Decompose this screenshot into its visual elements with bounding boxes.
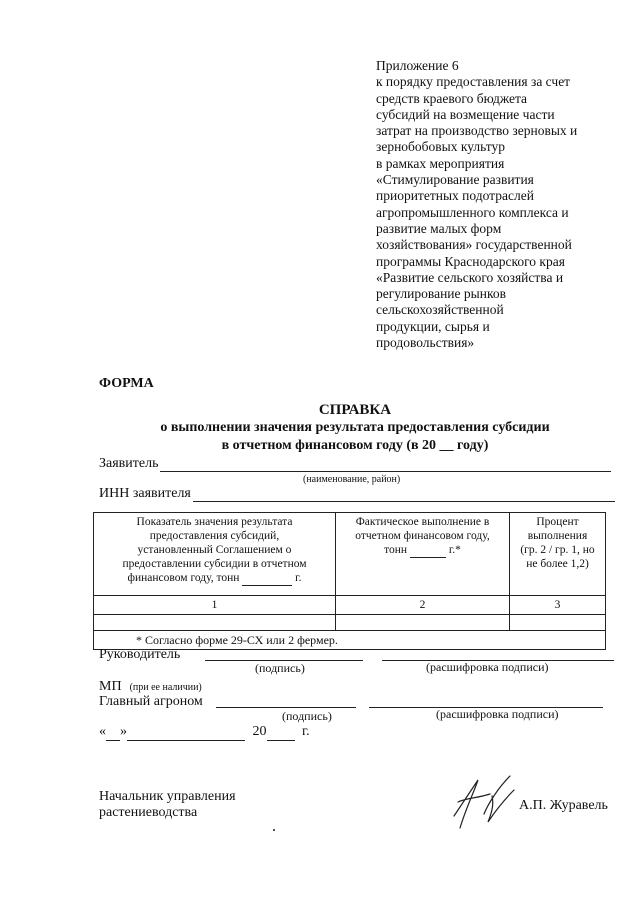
appendix-line: затрат на производство зерновых и <box>376 123 578 139</box>
appendix-line: Приложение 6 <box>376 58 459 73</box>
footer-position-2: растениеводства <box>99 805 198 820</box>
col1-line: Показатель значения результата <box>136 516 293 528</box>
agronomist-decode-hint: (расшифровка подписи) <box>436 707 559 721</box>
col1-line: установленный Соглашением о <box>137 544 292 556</box>
stamp-hint: (при ее наличии) <box>129 682 202 693</box>
appendix-line: «Развитие сельского хозяйства и <box>376 269 564 285</box>
date-quote-open: « <box>99 724 106 739</box>
table-data-row <box>94 615 606 631</box>
scan-dot <box>273 829 275 831</box>
col1-number: 1 <box>94 596 336 615</box>
col2-line: отчетном финансовом году, <box>355 530 490 542</box>
year-prefix: 20 <box>252 724 267 739</box>
col3-line: Процент <box>536 516 579 528</box>
col3-value <box>510 615 606 631</box>
applicant-line <box>160 457 611 472</box>
appendix-line: продовольствия» <box>376 335 475 351</box>
col1-header <box>94 513 336 596</box>
col3-header <box>510 513 606 596</box>
document-title: СПРАВКА <box>318 402 392 418</box>
col2-line <box>339 543 506 558</box>
agronomist-label: Главный агроном <box>99 694 203 709</box>
col2-number: 2 <box>336 596 510 615</box>
col2-text: тонн <box>384 544 408 556</box>
document-subtitle-2: в отчетном финансовом году (в 20 __ году) <box>221 438 489 453</box>
agronomist-sign-line <box>216 707 356 708</box>
col1-value <box>94 615 336 631</box>
appendix-note <box>376 58 616 351</box>
col3-line: выполнения <box>527 530 588 542</box>
col1-line: предоставления субсидий, <box>149 530 280 542</box>
date-quote-close: » <box>120 724 127 739</box>
col2-header <box>336 513 510 596</box>
head-label: Руководитель <box>99 647 181 662</box>
applicant-hint: (наименование, район) <box>303 474 401 485</box>
col2-value <box>336 615 510 631</box>
stamp-row <box>99 677 202 695</box>
appendix-line: регулирование рынков <box>376 286 506 302</box>
day-blank <box>106 724 120 741</box>
appendix-line: сельскохозяйственной <box>376 302 504 318</box>
stamp-label: МП <box>99 679 122 694</box>
col1-blank <box>242 571 292 586</box>
col2-blank <box>410 543 446 558</box>
applicant-field <box>99 456 611 472</box>
col1-line <box>97 571 332 586</box>
month-blank <box>127 724 245 741</box>
col1-text: финансовом году, тонн <box>127 572 240 584</box>
document-subtitle-1: о выполнении значения результата предоставления субсидии <box>160 420 550 435</box>
appendix-line: средств краевого бюджета <box>376 90 528 106</box>
appendix-line: развитие малых форм <box>376 220 502 236</box>
appendix-line: хозяйствования» государственной <box>376 237 572 253</box>
footer-position-1: Начальник управления <box>99 789 236 804</box>
appendix-line: в рамках мероприятия <box>376 155 505 171</box>
handwritten-signature-icon <box>448 770 520 834</box>
col1-line: предоставлении субсидии в отчетном <box>122 558 307 570</box>
inn-label: ИНН заявителя <box>99 486 191 501</box>
year-suffix: г. <box>302 724 310 739</box>
table-header-row <box>94 513 606 596</box>
col2-unit: г.* <box>448 544 461 556</box>
col3-line: не более 1,2) <box>526 558 589 570</box>
table-footnote: * Согласно форме 29-СХ или 2 фермер. <box>94 631 606 650</box>
col2-line: Фактическое выполнение в <box>355 516 490 528</box>
results-table <box>93 512 606 650</box>
appendix-line: агропромышленного комплекса и <box>376 204 569 220</box>
date-row <box>99 724 310 741</box>
col3-number: 3 <box>510 596 606 615</box>
col3-line: (гр. 2 / гр. 1, но <box>520 544 595 556</box>
appendix-line: приоритетных подотраслей <box>376 188 534 204</box>
appendix-line: «Стимулирование развития <box>376 172 534 188</box>
footer-name: А.П. Журавель <box>519 798 608 813</box>
appendix-line: к порядку предоставления за счет <box>376 74 571 90</box>
appendix-line: зернобобовых культур <box>376 139 505 155</box>
applicant-label: Заявитель <box>99 456 159 471</box>
form-label: ФОРМА <box>99 376 154 391</box>
table-number-row <box>94 596 606 615</box>
appendix-line: продукции, сырья и <box>376 318 490 334</box>
agronomist-sign-hint: (подпись) <box>282 709 332 723</box>
appendix-line: субсидий на возмещение части <box>376 106 555 122</box>
col1-unit: г. <box>295 572 302 584</box>
inn-field <box>99 486 615 502</box>
head-decode-hint: (расшифровка подписи) <box>426 660 549 674</box>
appendix-line: программы Краснодарского края <box>376 253 565 269</box>
inn-line <box>193 487 615 502</box>
head-sign-hint: (подпись) <box>255 661 305 675</box>
year-blank <box>267 724 295 741</box>
